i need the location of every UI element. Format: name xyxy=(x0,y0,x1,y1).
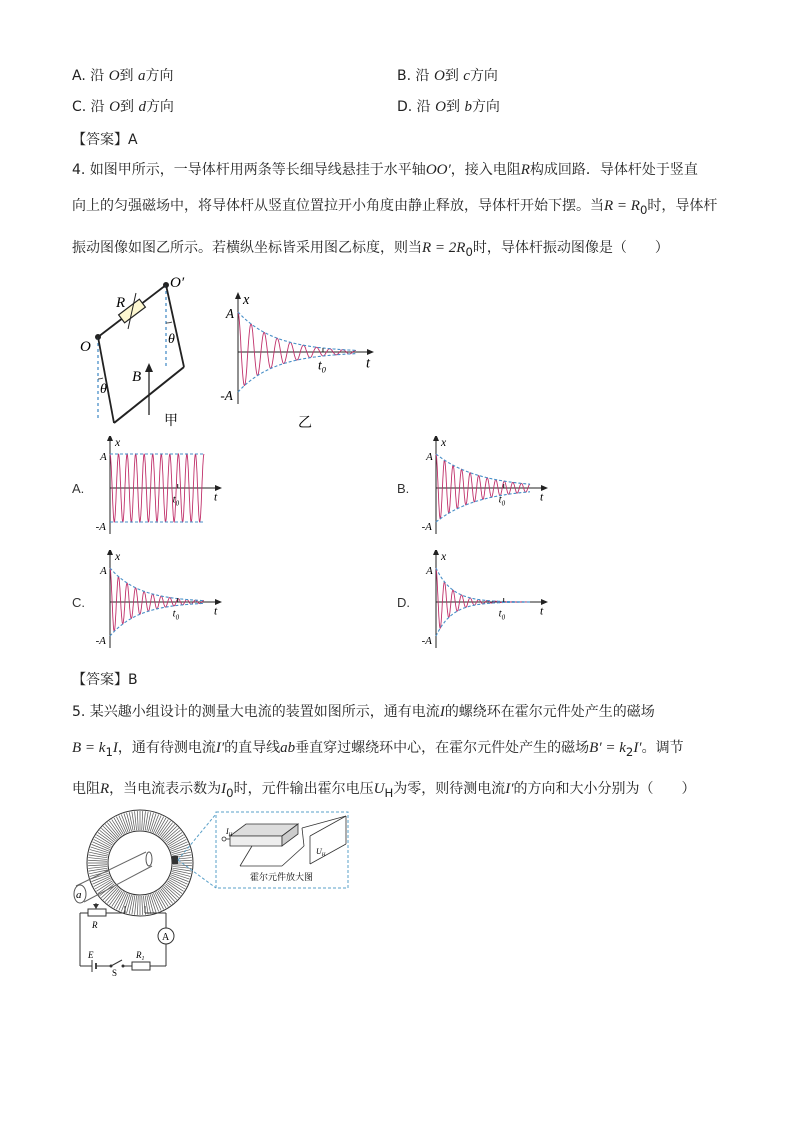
q4-line2: 向上的匀强磁场中，将导体杆从竖直位置拉开小角度由静止释放，导体杆开始下摆。当$R = R_0$时，导体杆 xyxy=(72,198,718,217)
tick-label-t0: $t_0$ xyxy=(498,607,506,622)
label-R1: $R_1$ xyxy=(136,950,145,962)
q4-option-d-letter: D. xyxy=(397,595,410,610)
oscillation-curve xyxy=(436,568,530,628)
q4-option-b-letter: B. xyxy=(397,481,410,496)
q4-line1: 4. 如图甲所示，一导体杆用两条等长细导线悬挂于水平轴OO′，接入电阻R构成回路．导体杆处于竖直 xyxy=(72,162,698,178)
oscillation-curve xyxy=(238,312,356,386)
label-a: a xyxy=(76,889,82,901)
oscillation-curve xyxy=(110,568,204,631)
tick-label-t0: $t_0$ xyxy=(317,357,326,375)
q4-answer: 【答案】B xyxy=(72,672,138,688)
tick-label-negA: -A xyxy=(220,388,233,403)
label-theta-left: θ xyxy=(100,382,107,397)
label-R-q5: R xyxy=(92,920,98,930)
label-O: O xyxy=(80,339,91,355)
axis-label-x: x xyxy=(115,550,121,563)
q3-option-c: C. 沿 O到 d方向 xyxy=(72,99,174,115)
ammeter-label: A xyxy=(162,932,170,943)
label-B: B xyxy=(132,369,142,385)
axis-label-t: t xyxy=(214,604,218,618)
q5-line3: 电阻R，当电流表示数为$I_0$时，元件输出霍尔电压$U_H$为零，则待测电流I′的方向和大小分别为（ ） xyxy=(72,781,696,800)
tick-label-A: A xyxy=(225,306,234,321)
tick-label-A: A xyxy=(426,451,433,463)
figure-jia xyxy=(72,275,212,435)
envelope-lower xyxy=(110,603,204,636)
envelope-lower xyxy=(238,354,356,392)
label-IH: $I_H$ xyxy=(226,827,233,838)
caption-jia: 甲 xyxy=(164,414,178,429)
q4-option-c-graph xyxy=(88,550,228,650)
label-R: R xyxy=(116,295,126,311)
label-theta-right: θ xyxy=(168,332,175,347)
envelope-upper xyxy=(238,312,356,350)
caption-yi: 乙 xyxy=(298,416,312,431)
q3-option-b: B. 沿 O到 c方向 xyxy=(397,68,498,84)
q5-line2: $B = k_1I$，通有待测电流I′的直导线ab垂直穿过螺绕环中心，在霍尔元件处产生的磁场$B' = k_2I'$。调节 xyxy=(72,740,684,759)
q3-answer: 【答案】A xyxy=(72,132,138,148)
axis-label-x: x xyxy=(441,550,447,563)
figure-q5 xyxy=(70,808,360,978)
tick-label-t0: $t_0$ xyxy=(172,607,180,622)
label-S: S xyxy=(112,968,118,978)
envelope-upper xyxy=(436,454,530,484)
q4-option-d-graph xyxy=(414,550,554,650)
envelope-upper xyxy=(110,568,204,601)
envelope-upper xyxy=(436,568,530,602)
axis-label-t: t xyxy=(366,355,370,372)
q4-option-b-graph xyxy=(414,436,554,536)
axis-label-x: x xyxy=(441,436,447,449)
tick-label-A: A xyxy=(100,565,107,577)
axis-label-t: t xyxy=(540,604,544,618)
axis-label-x: x xyxy=(115,436,121,449)
caption-hall: 霍尔元件放大图 xyxy=(250,872,314,882)
figure-yi xyxy=(212,282,382,432)
q5-line1: 5. 某兴趣小组设计的测量大电流的装置如图所示，通有电流I的螺绕环在霍尔元件处产生的磁场 xyxy=(72,704,655,720)
label-UH: $U_H$ xyxy=(316,847,326,858)
tick-label-negA: -A xyxy=(421,521,432,533)
label-E: E xyxy=(88,950,94,960)
label-O-prime: O′ xyxy=(170,275,185,291)
tick-label-negA: -A xyxy=(421,635,432,647)
axis-label-t: t xyxy=(214,490,218,504)
axis-label-x: x xyxy=(243,292,250,308)
q3-option-a: A. 沿 O到 a方向 xyxy=(72,68,174,84)
q4-option-a-letter: A. xyxy=(72,481,85,496)
axis-label-t: t xyxy=(540,490,544,504)
q3-option-d: D. 沿 O到 b方向 xyxy=(397,99,500,115)
q4-line3: 振动图像如图乙所示。若横纵坐标皆采用图乙标度，则当$R = 2R_0$时，导体杆振动图像是（ ） xyxy=(72,240,669,259)
tick-label-A: A xyxy=(100,451,107,463)
tick-label-negA: -A xyxy=(95,521,106,533)
q4-option-a-graph xyxy=(88,436,228,536)
tick-label-t0: $t_0$ xyxy=(172,493,180,508)
tick-label-negA: -A xyxy=(95,635,106,647)
tick-label-t0: $t_0$ xyxy=(498,493,506,508)
q4-option-c-letter: C. xyxy=(72,595,85,610)
tick-label-A: A xyxy=(426,565,433,577)
